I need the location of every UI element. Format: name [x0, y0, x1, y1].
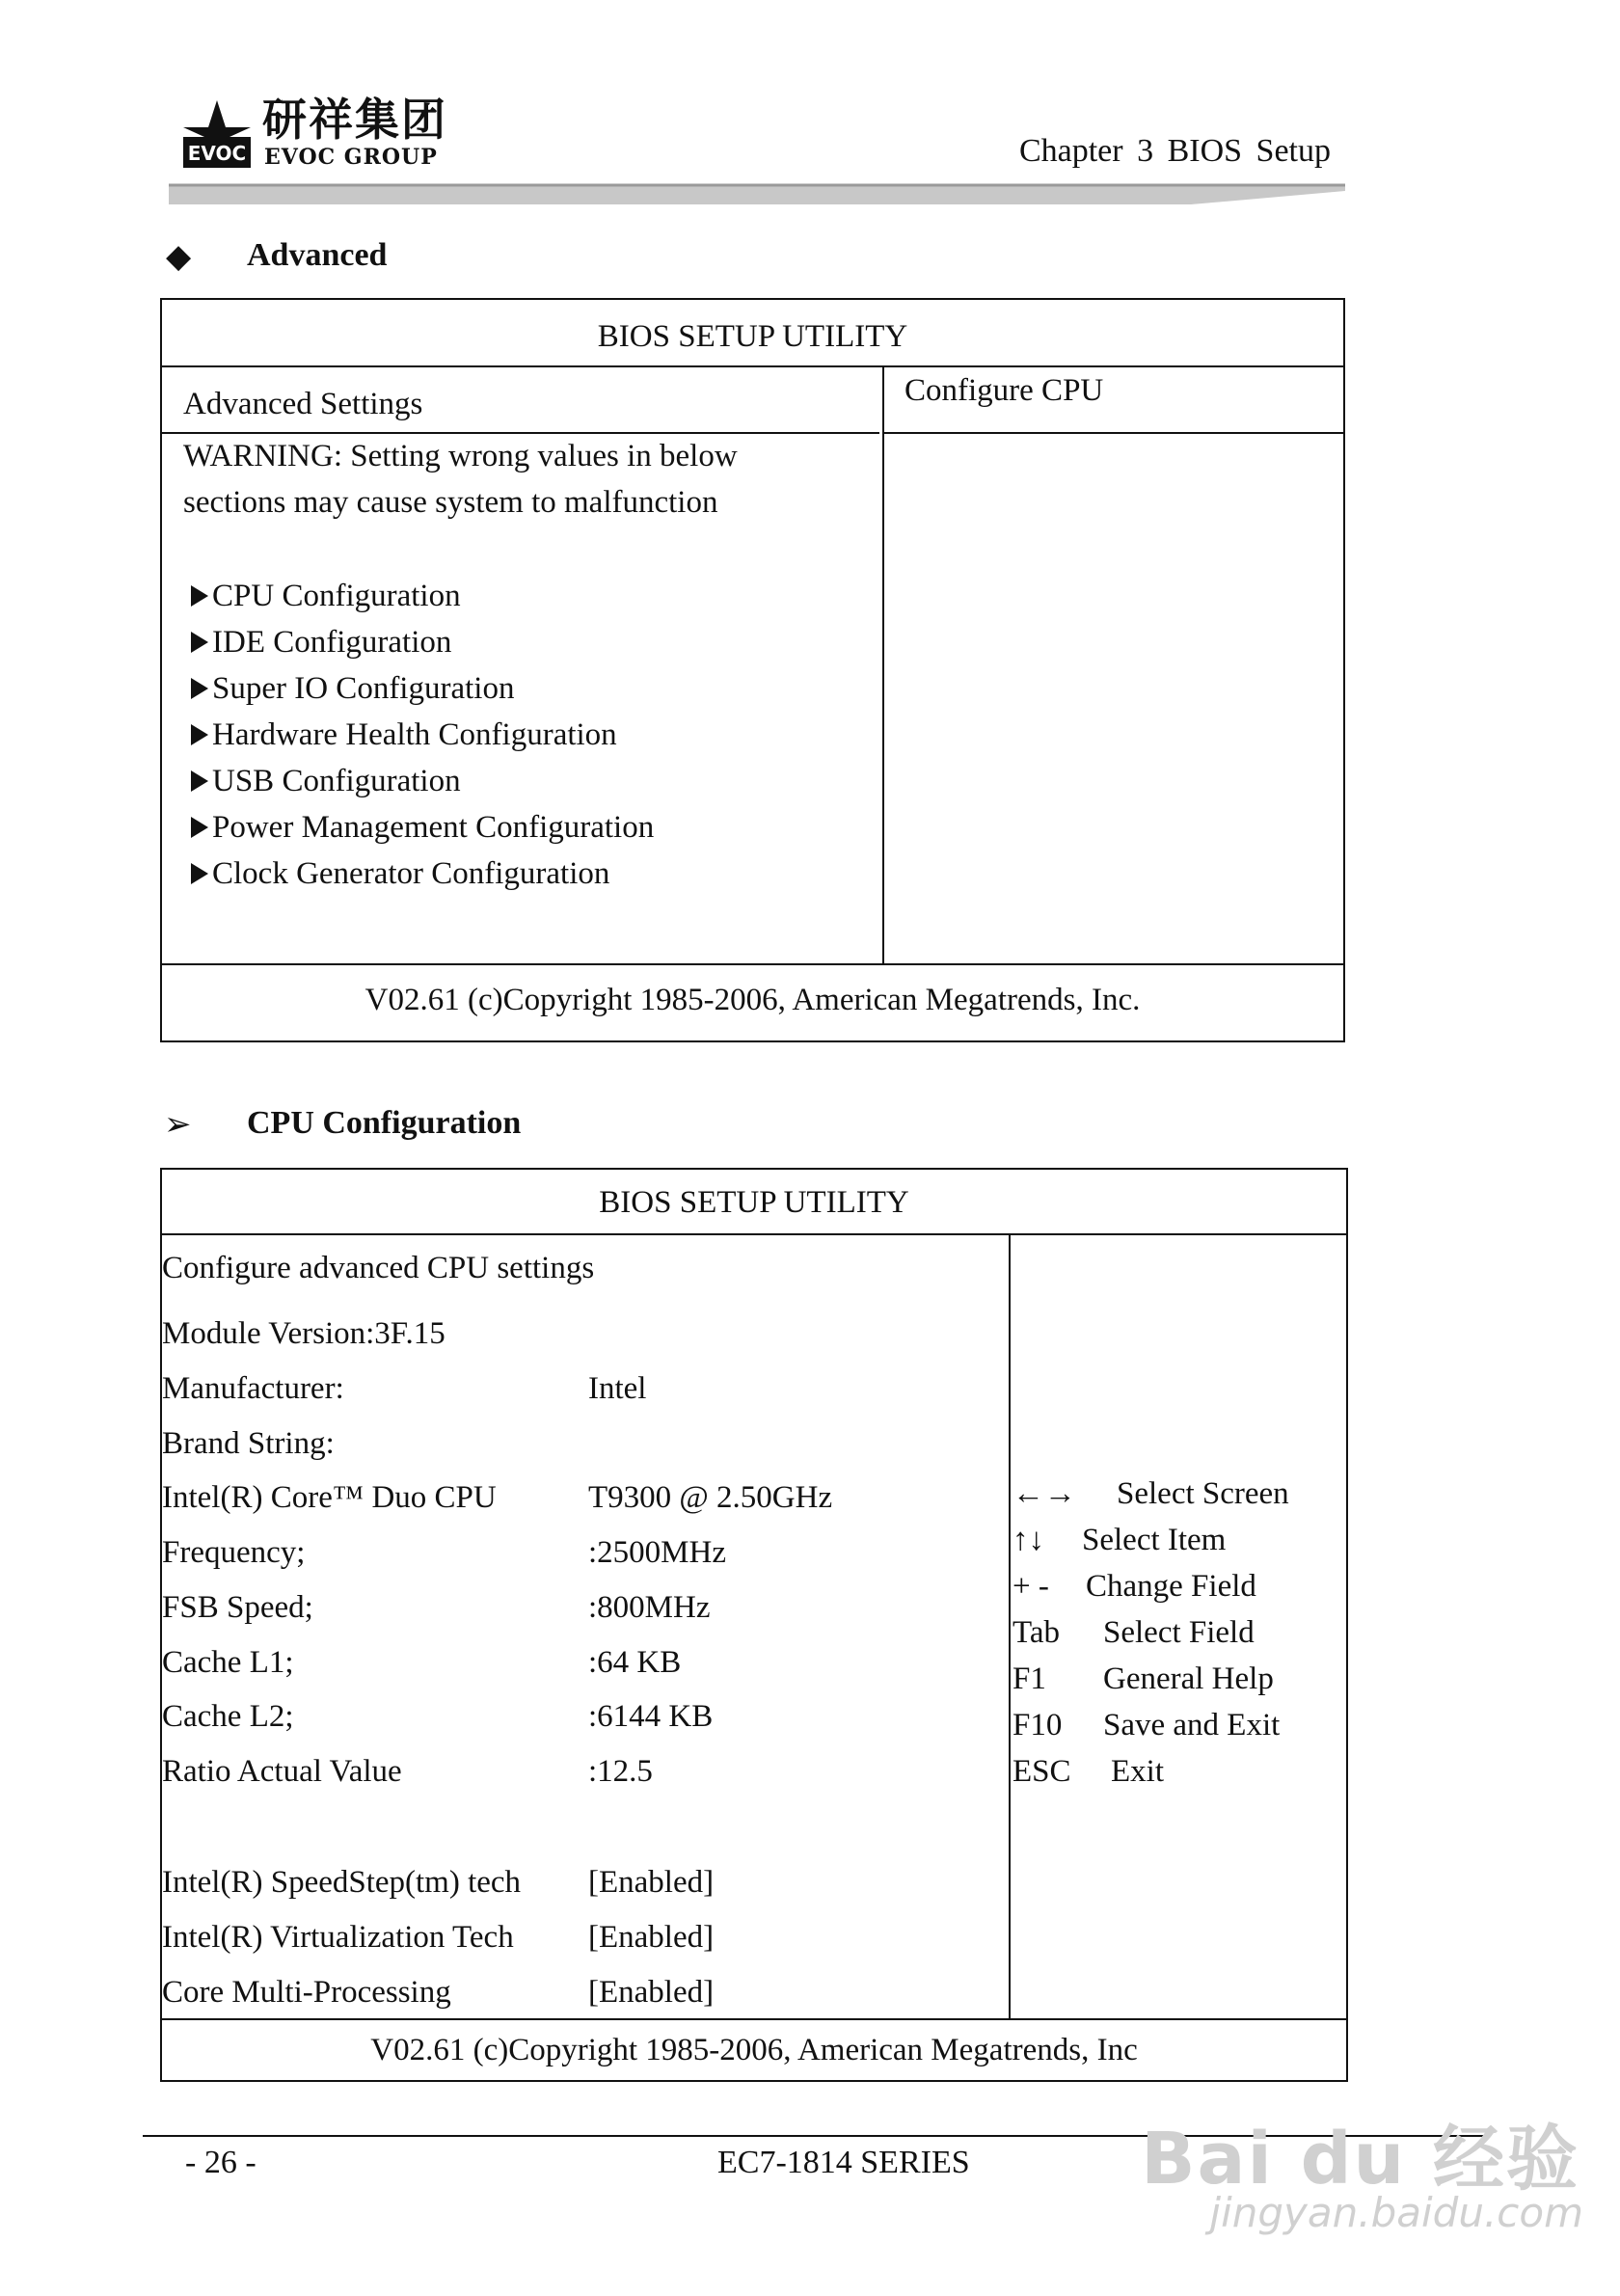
submenu-arrow-icon [191, 724, 208, 745]
menu-item-hardware-health-configuration[interactable] [191, 716, 617, 754]
divider [162, 963, 1343, 965]
menu-item-super-io-configuration[interactable] [191, 669, 514, 708]
submenu-arrow-icon [191, 770, 208, 792]
advanced-bullet-icon: ◆ [166, 239, 192, 275]
baidu-watermark-url: jingyan.baidu.com [1209, 2189, 1583, 2236]
row-value: :64 KB [588, 1645, 682, 1680]
row-label: Brand String: [162, 1426, 335, 1461]
key-action: General Help [1103, 1661, 1274, 1696]
key-action: Exit [1111, 1754, 1164, 1789]
page-number: - 26 - [185, 2145, 256, 2180]
key-action: Change Field [1086, 1569, 1256, 1604]
row-value: :800MHz [588, 1590, 711, 1625]
key-action: Select Field [1103, 1615, 1255, 1650]
row-value: Intel [588, 1371, 647, 1406]
logo-mark-text: EVOC [187, 142, 247, 165]
bios-title: BIOS SETUP UTILITY [599, 1185, 909, 1220]
row-value: :12.5 [588, 1754, 653, 1789]
divider [162, 1233, 1346, 1235]
warning-line-2: sections may cause system to malfunction [183, 485, 718, 520]
menu-item-label: Hardware Health Configuration [212, 717, 617, 752]
key-action: Select Screen [1117, 1476, 1289, 1511]
key-arrows-lr: ←→ [1012, 1476, 1076, 1511]
menu-item-clock-generator-configuration[interactable] [191, 854, 609, 893]
key-tab: Tab [1012, 1615, 1061, 1650]
module-version: Module Version:3F.15 [162, 1316, 446, 1351]
key-esc: ESC [1012, 1754, 1071, 1789]
divider-right [884, 432, 1343, 434]
submenu-arrow-icon [191, 817, 208, 838]
menu-item-label: CPU Configuration [212, 579, 461, 613]
menu-item-label: Super IO Configuration [212, 671, 515, 706]
option-label: Intel(R) Virtualization Tech [162, 1920, 514, 1955]
copyright-footer: V02.61 (c)Copyright 1985-2006, American Megatrends, Inc. [364, 983, 1141, 1017]
cpu-configuration-heading: CPU Configuration [247, 1105, 522, 1141]
menu-item-label: IDE Configuration [212, 625, 452, 660]
option-label: Core Multi-Processing [162, 1975, 451, 2010]
row-label: Ratio Actual Value [162, 1754, 402, 1789]
menu-item-power-management-configuration[interactable] [191, 808, 654, 847]
warning-line-1: WARNING: Setting wrong values in below [183, 439, 738, 473]
option-virtualization[interactable]: [Enabled] [588, 1920, 715, 1955]
advanced-settings-header: Advanced Settings [183, 387, 423, 421]
cpu-intro: Configure advanced CPU settings [162, 1251, 595, 1285]
submenu-arrow-icon [191, 678, 208, 699]
row-value: T9300 @ 2.50GHz [588, 1480, 833, 1515]
row-label: Cache L2; [162, 1699, 294, 1734]
row-label: FSB Speed; [162, 1590, 313, 1625]
help-header: Configure CPU [904, 373, 1104, 408]
menu-item-label: USB Configuration [212, 764, 461, 798]
series-name: EC7-1814 SERIES [717, 2145, 970, 2180]
brand-name-cn: 研祥集团 [262, 94, 447, 146]
row-label: Intel(R) Core™ Duo CPU [162, 1480, 497, 1515]
menu-item-cpu-configuration[interactable] [191, 577, 461, 615]
header-rule [169, 183, 1345, 206]
key-action: Save and Exit [1103, 1708, 1281, 1742]
evoc-logo [183, 95, 472, 172]
key-f10: F10 [1012, 1708, 1063, 1742]
chapter-title: Chapter 3 BIOS Setup [1018, 133, 1331, 169]
row-label: Manufacturer: [162, 1371, 344, 1406]
baidu-watermark: Bai du 经验 [1141, 2118, 1580, 2201]
brand-name-en: EVOC GROUP [264, 145, 438, 170]
row-value: :6144 KB [588, 1699, 714, 1734]
option-label: Intel(R) SpeedStep(tm) tech [162, 1865, 522, 1900]
key-plus-minus: + - [1012, 1569, 1049, 1604]
submenu-arrow-icon [191, 863, 208, 884]
submenu-arrow-icon [191, 585, 208, 607]
column-divider [1009, 1233, 1011, 2018]
option-core-multi-processing[interactable]: [Enabled] [588, 1975, 715, 2010]
menu-item-usb-configuration[interactable] [191, 762, 461, 800]
advanced-heading: Advanced [247, 237, 388, 273]
menu-item-ide-configuration[interactable] [191, 623, 451, 662]
key-f1: F1 [1012, 1661, 1046, 1696]
cpu-bullet-icon: ➢ [164, 1107, 192, 1143]
bios-title: BIOS SETUP UTILITY [597, 319, 908, 354]
divider [162, 2018, 1346, 2020]
menu-item-label: Clock Generator Configuration [212, 856, 610, 891]
evoc-logo-mark-icon [183, 98, 251, 168]
divider [162, 365, 1343, 367]
option-speedstep[interactable]: [Enabled] [588, 1865, 715, 1900]
advanced-bios-table [160, 298, 1345, 1042]
submenu-arrow-icon [191, 632, 208, 653]
menu-item-label: Power Management Configuration [212, 810, 655, 845]
cpu-bios-table [160, 1168, 1348, 2082]
column-divider [882, 365, 884, 963]
key-arrows-ud: ↑↓ [1012, 1523, 1044, 1557]
key-action: Select Item [1082, 1523, 1227, 1557]
row-label: Cache L1; [162, 1645, 294, 1680]
copyright-footer: V02.61 (c)Copyright 1985-2006, American Megatrends, Inc [370, 2033, 1138, 2067]
row-value: :2500MHz [588, 1535, 726, 1570]
row-label: Frequency; [162, 1535, 306, 1570]
divider-left [162, 432, 879, 434]
